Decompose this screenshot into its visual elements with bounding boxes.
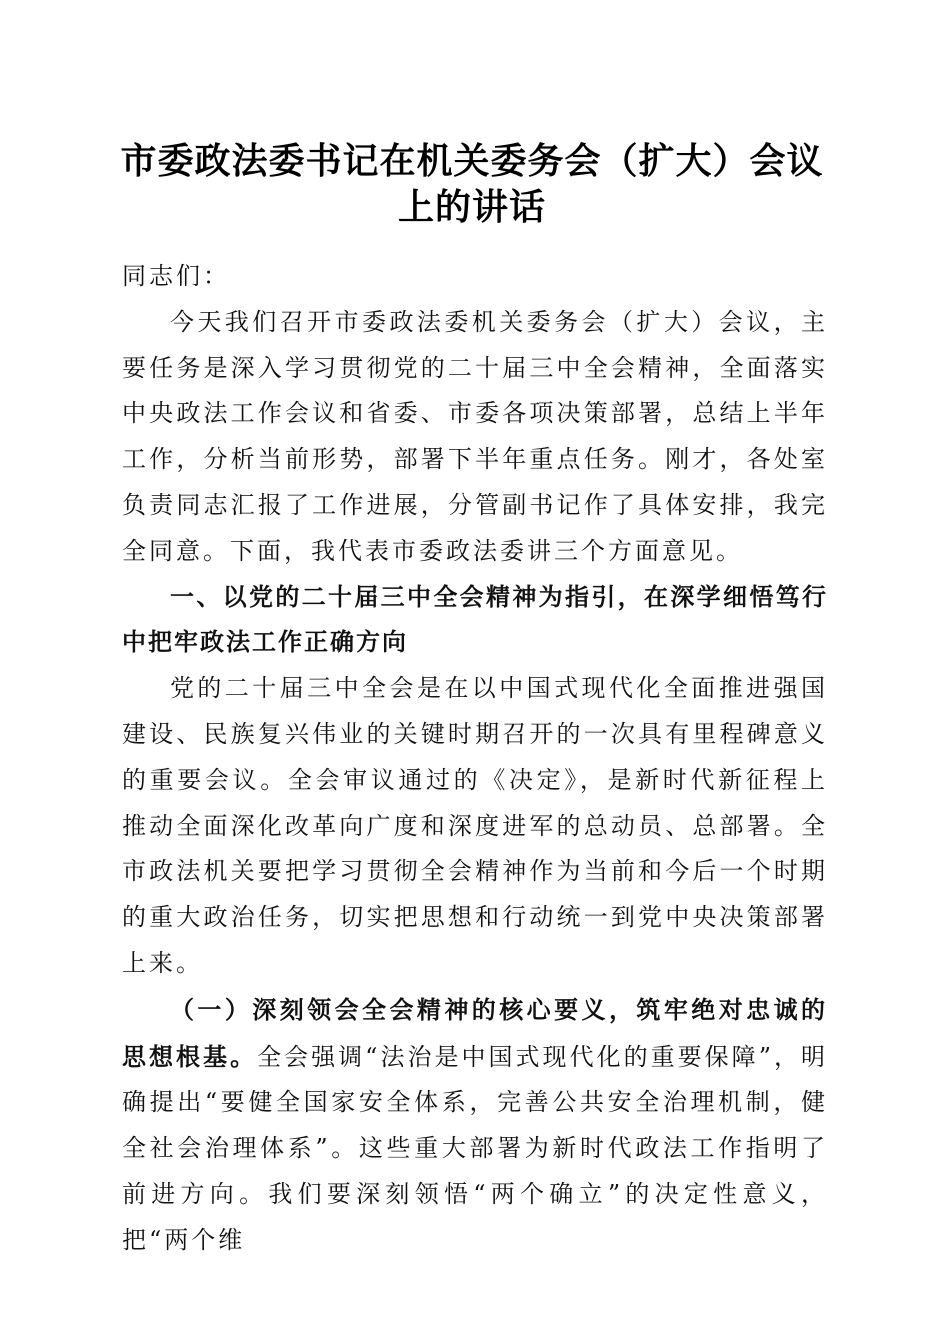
document-title: 市委政法委书记在机关委务会（扩大）会议上的讲话 <box>120 140 824 228</box>
subsection-1-lead: （一）深刻领会全会精神的核心要义，筑牢绝对忠诚的思想根基。 <box>122 994 828 1071</box>
opening-paragraph: 今天我们召开市委政法委机关委务会（扩大）会议，主要任务是深入学习贯彻党的二十届三中全会精神，全面落实中央政法工作会议和省委、市委各项决策部署，总结上半年工作，分析当前形势，部署下半年重点任务。刚才，各处室负责同志汇报了工作进展，分管副书记作了具体安排，我完全同意。下面，我代表市委政法委讲三个方面意见。 <box>122 307 828 565</box>
section-1-heading: 一、以党的二十届三中全会精神为指引，在深学细悟笃行中把牢政法工作正确方向 <box>122 582 828 657</box>
document-body <box>122 254 828 1264</box>
section-1-paragraph: 党的二十届三中全会是在以中国式现代化全面推进强国建设、民族复兴伟业的关键时期召开的一次具有里程碑意义的重要会议。全会审议通过的《决定》，是新时代新征程上推动全面深化改革向广度和深度进军的总动员、总部署。全市政法机关要把学习贯彻全会精神作为当前和今后一个时期的重大政治任务，切实把思想和行动统一到党中央决策部署上来。 <box>122 674 828 977</box>
subsection-1-text: 全会强调“法治是中国式现代化的重要保障”，明确提出“要健全国家安全体系，完善公共安全治理机制，健全社会治理体系”。这些重大部署为新时代政法工作指明了前进方向。我们要深刻领悟“两个确立”的决定性意义，把“两个维 <box>122 1042 828 1254</box>
subsection-1-paragraph <box>122 987 828 1264</box>
salutation: 同志们： <box>122 262 230 290</box>
